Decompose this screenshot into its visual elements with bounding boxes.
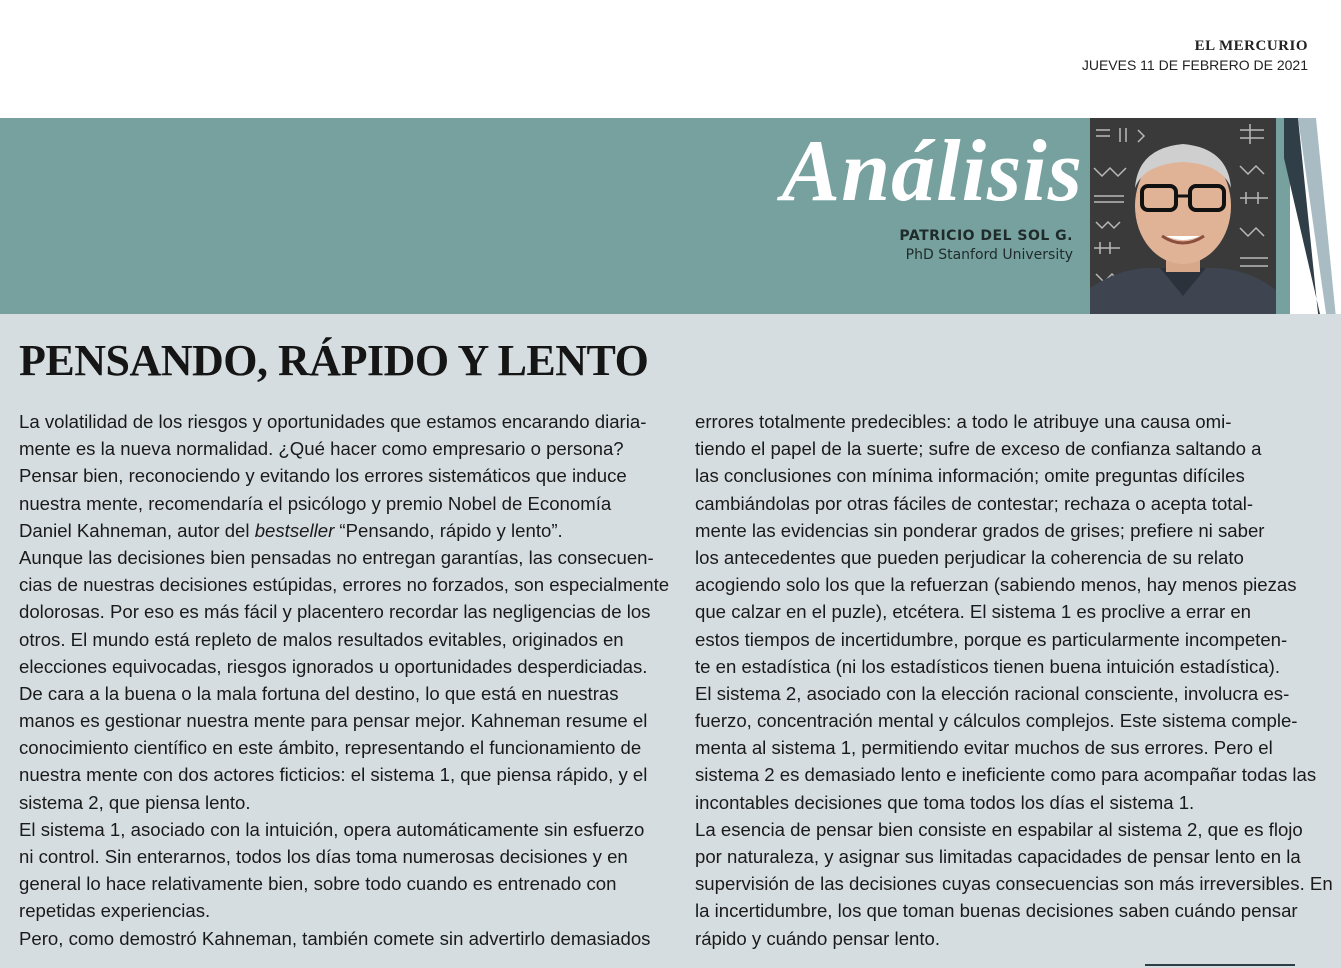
text-line: incontables decisiones que toma todos los días el sistema 1. [695, 791, 1195, 813]
text-line: dolorosas. Por eso es más fácil y placentero recordar las negligencias de los [19, 601, 651, 623]
text-line: mente las evidencias sin ponderar grados de grises; prefiere ni saber [695, 519, 1265, 541]
text-line: fuerzo, concentración mental y cálculos complejos. Este sistema comple- [695, 710, 1298, 732]
section-title: Análisis [781, 123, 1083, 220]
text-line: repetidas experiencias. [19, 900, 211, 922]
text-line: nuestra mente, recomendaría el psicólogo y premio Nobel de Economía [19, 492, 612, 514]
text-line: mente es la nueva normalidad. ¿Qué hacer como empresario o persona? [19, 438, 624, 460]
text-line: menta al sistema 1, permitiendo evitar muchos de sus errores. Pero el [695, 737, 1273, 759]
publication-date: JUEVES 11 DE FEBRERO DE 2021 [1081, 57, 1308, 73]
text-line: De cara a la buena o la mala fortuna del destino, lo que está en nuestras [19, 682, 619, 704]
author-credentials: PhD Stanford University [905, 247, 1073, 263]
text-line: otros. El mundo está repleto de malos resultados evitables, originados en [19, 628, 624, 650]
text-line: por naturaleza, y asignar sus limitadas capacidades de pensar lento en la [695, 846, 1301, 867]
text-line: Aunque las decisiones bien pensadas no entregan garantías, las consecuen- [19, 546, 654, 568]
text-line: general lo hace relativamente bien, sobre todo cuando es entrenado con [19, 873, 617, 895]
article-headline: PENSANDO, RÁPIDO Y LENTO [19, 336, 649, 385]
text-line: nuestra mente con dos actores ficticios: el sistema 1, que piensa rápido, y el [19, 764, 648, 786]
text-line: las conclusiones con mínima información; omite preguntas difíciles [695, 465, 1245, 487]
newspaper-name: EL MERCURIO [1194, 38, 1308, 54]
author-photo [1090, 118, 1276, 314]
text-line: elecciones equivocadas, riesgos ignorados u oportunidades desperdiciadas. [19, 655, 648, 677]
text-line: cambiándolas por otras fáciles de contestar; rechaza o acepta total- [695, 492, 1254, 514]
text-line: cias de nuestras decisiones estúpidas, errores no forzados, son especialmente [19, 574, 670, 596]
text-line: los antecedentes que pueden perjudicar la coherencia de su relato [695, 546, 1244, 568]
text-line: sistema 2 es demasiado lento e ineficiente como para acompañar todas las [695, 764, 1317, 786]
author-portrait-illustration [1090, 118, 1276, 314]
author-name: PATRICIO DEL SOL G. [899, 228, 1073, 244]
text-line: que calzar en el puzle), etcétera. El sistema 1 es proclive a errar en [695, 601, 1252, 623]
bottom-rule [1145, 964, 1295, 966]
author-byline [899, 228, 1073, 263]
text-line: estos tiempos de incertidumbre, porque es particularmente incompeten- [695, 628, 1288, 650]
text-line: La volatilidad de los riesgos y oportunidades que estamos encarando diaria- [19, 411, 647, 432]
text-line: sistema 2, que piensa lento. [19, 791, 251, 813]
masthead [1082, 38, 1308, 73]
text-line: rápido y cuándo pensar lento. [695, 927, 940, 949]
text-line: te en estadística (ni los estadísticos tienen buena intuición estadística). [695, 655, 1281, 677]
text-line: la incertidumbre, los que toman buenas decisiones saben cuándo pensar [695, 900, 1298, 922]
article-column-right [695, 408, 1333, 952]
text-line: El sistema 2, asociado con la elección racional consciente, involucra es- [695, 682, 1290, 704]
text-line: Daniel Kahneman, autor del bestseller “Pensando, rápido y lento”. [19, 519, 563, 541]
article-column-left [19, 408, 679, 952]
text-line: Pero, como demostró Kahneman, también comete sin advertirlo demasiados [19, 927, 651, 949]
text-line: El sistema 1, asociado con la intuición, opera automáticamente sin esfuerzo [19, 818, 645, 840]
text-line: La esencia de pensar bien consiste en espabilar al sistema 2, que es flojo [695, 818, 1303, 840]
text-line: supervisión de las decisiones cuyas consecuencias son más irreversibles. En [695, 873, 1333, 895]
text-line: tiendo el papel de la suerte; sufre de exceso de confianza saltando a [695, 438, 1262, 460]
text-line: acogiendo solo los que la refuerzan (sabiendo menos, hay menos piezas [695, 574, 1297, 596]
text-line: conocimiento científico en este ámbito, representando el funcionamiento de [19, 737, 642, 759]
text-line: ni control. Sin enterarnos, todos los días toma numerosas decisiones y en [19, 846, 628, 867]
text-line: manos es gestionar nuestra mente para pensar mejor. Kahneman resume el [19, 710, 648, 732]
text-line: errores totalmente predecibles: a todo le atribuye una causa omi- [695, 411, 1232, 432]
text-line: Pensar bien, reconociendo y evitando los errores sistemáticos que induce [19, 465, 627, 487]
